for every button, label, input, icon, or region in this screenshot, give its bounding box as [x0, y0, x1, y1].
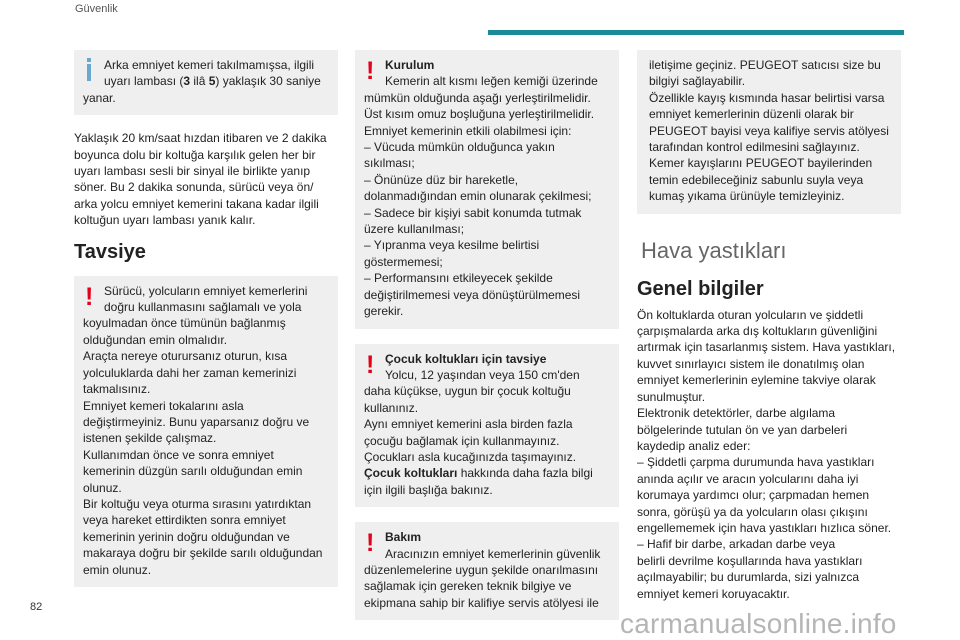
column-2: [355, 50, 619, 635]
child-seat-reference: Çocuk koltukları hakkında daha fazla bilgi: [364, 466, 593, 481]
warning-icon: !: [85, 282, 94, 311]
warning-icon: !: [366, 529, 375, 558]
installation-note: ! Kurulum Kemerin alt kısmı leğen kemiği üzerinde mümkün olduğunda aşağı yerleştirilmelidir. Üst kısım omuz boşluğuna yerleştirilmelidir. Emniyet kemerinin etkili olabilmesi için: – Vücuda mümkün olduğunca yakın sıkılması; – Önünüze düz bir hareketle, dolanmadığından emin olunarak çekilmesi; – Sadece bir kişiyi sabit konumda tutmak üzere kullanılması; – Yıpranma veya kesilme belirtisi göstermemesi; – Performansını etkileyecek şekilde değiştirilmemesi veya dönüştürülmemesi gerekir.: [355, 50, 619, 329]
column-1: [74, 50, 338, 602]
warning-icon: !: [366, 350, 375, 379]
maintenance-note: ! Bakım Aracınızın emniyet kemerlerinin güvenlik düzenlemelerine uygun şekilde onarılmasını sağlamak için gereken teknik bilgiye ve ekipmana sahip bir kalifiye servis atölyesi ile: [355, 522, 619, 620]
maintenance-note-continued: iletişime geçiniz. PEUGEOT satıcısı size bu bilgiyi sağlayabilir. Özellikle kayış kısmında hasar belirtisi varsa emniyet kemerlerinin düzenli olarak bir PEUGEOT bayisi veya kalifiye servis atölyesi tarafından kontrol edilmesini sağlayınız. Kemer kayışlarını PEUGEOT bayilerinden temin edebileceğiniz sabunlu suyla veya kumaş yıkama ürünüyle temizleyiniz.: [637, 50, 901, 214]
warning-icon: !: [366, 57, 375, 85]
note-line: uyarı lambası (3 ilâ 5) yaklaşık 30 saniye: [104, 74, 321, 89]
advice-note: ! Sürücü, yolcuların emniyet kemerlerini doğru kullanmasını sağlamalı ve yola koyulmadan önce tümünün bağlanmış olduğundan emin olmalıdır. Araçta nereye oturursanız oturun, kısa yolculuklarda dahi her zaman kemerinizi takmalısınız. Emniyet kemeri tokalarını asla değiştirmeyiniz. Bunu yaparsanız doğru ve istenen şekilde çalışmaz. Kullanımdan önce ve sonra emniyet kemerinin düzgün sarılı olduğundan emin olunuz. Bir koltuğu veya oturma sırasını yatırdıktan veya hareket ettirdikten sonra emniyet kemerinin yerinin doğru olduğundan ve makaraya doğru bir şekilde sarılı olduğundan emin olunuz.: [74, 276, 338, 587]
note-line: yanar.: [83, 90, 116, 105]
page-number: 82: [30, 601, 43, 613]
airbags-heading: Hava yastıkları: [641, 237, 787, 263]
note-title: Çocuk koltukları için tavsiye: [385, 351, 547, 366]
header-accent-bar: [488, 30, 904, 35]
note-line: Arka emniyet kemeri takılmamışsa, ilgili: [104, 58, 315, 72]
watermark: carmanualsonline.info: [620, 608, 897, 639]
note-title: Kurulum: [385, 58, 435, 72]
section-label: Güvenlik: [75, 3, 118, 15]
warning-light-paragraph: Yaklaşık 20 km/saat hızdan itibaren ve 2 dakika boyunca dolu bir koltuğa karşılık gelen her bir uyarı lambası sesli bir sinyal ile birlikte yanıp söner. Bu 2 dakika sonunda, sürücü veya ön/ arka yolcu emniyet kemerini takana kadar ilgili koltuğun uyarı lambası yanık kalır.: [74, 131, 327, 228]
airbags-body: Ön koltuklarda oturan yolcuların ve şiddetli çarpışmalarda arka dış koltukların güvenliğini artırmak için tasarlanmış sistem. Hava yastıkları, kuvvet sınırlayıcı sistem ile donatılmış olan emniyet kemerlerinin eylemine takviye olarak sunulmuştur. Elektronik detektörler, darbe algılama bölgelerinde tutulan ön ve yan darbeleri kaydedip analiz eder: – Şiddetli çarpma durumunda hava yastıkları anında açılır ve aracın yolcularını daha iyi korumaya yardımcı olur; çarpmadan hemen sonra, görüşü ya da yolcuların olası çıkışını engellememek için hava yastıkları hızlıca söner. – Hafif bir darbe, arkadan darbe veya belirli devrilme koşullarında hava yastıkları açılmayabilir; bu durumlarda, sizi yalnızca emniyet kemeri koruyacaktır.: [637, 307, 896, 601]
child-seat-note: ! Çocuk koltukları için tavsiye Yolcu, 12 yaşından veya 150 cm'den daha küçükse, uygun bir çocuk koltuğu kullanınız. Aynı emniyet kemerini asla birden fazla çocuğu bağlamak için kullanmayınız. Çocukları asla kucağınızda taşımayınız. Çocuk koltukları hakkında daha fazla bilgi için ilgili başlığa bakınız.: [355, 344, 619, 508]
info-note: [74, 50, 338, 115]
general-info-heading: Genel bilgiler: [637, 277, 764, 300]
info-icon: [87, 64, 91, 81]
note-title: Bakım: [385, 530, 422, 545]
column-3: [637, 50, 901, 602]
advice-heading: Tavsiye: [74, 240, 146, 263]
